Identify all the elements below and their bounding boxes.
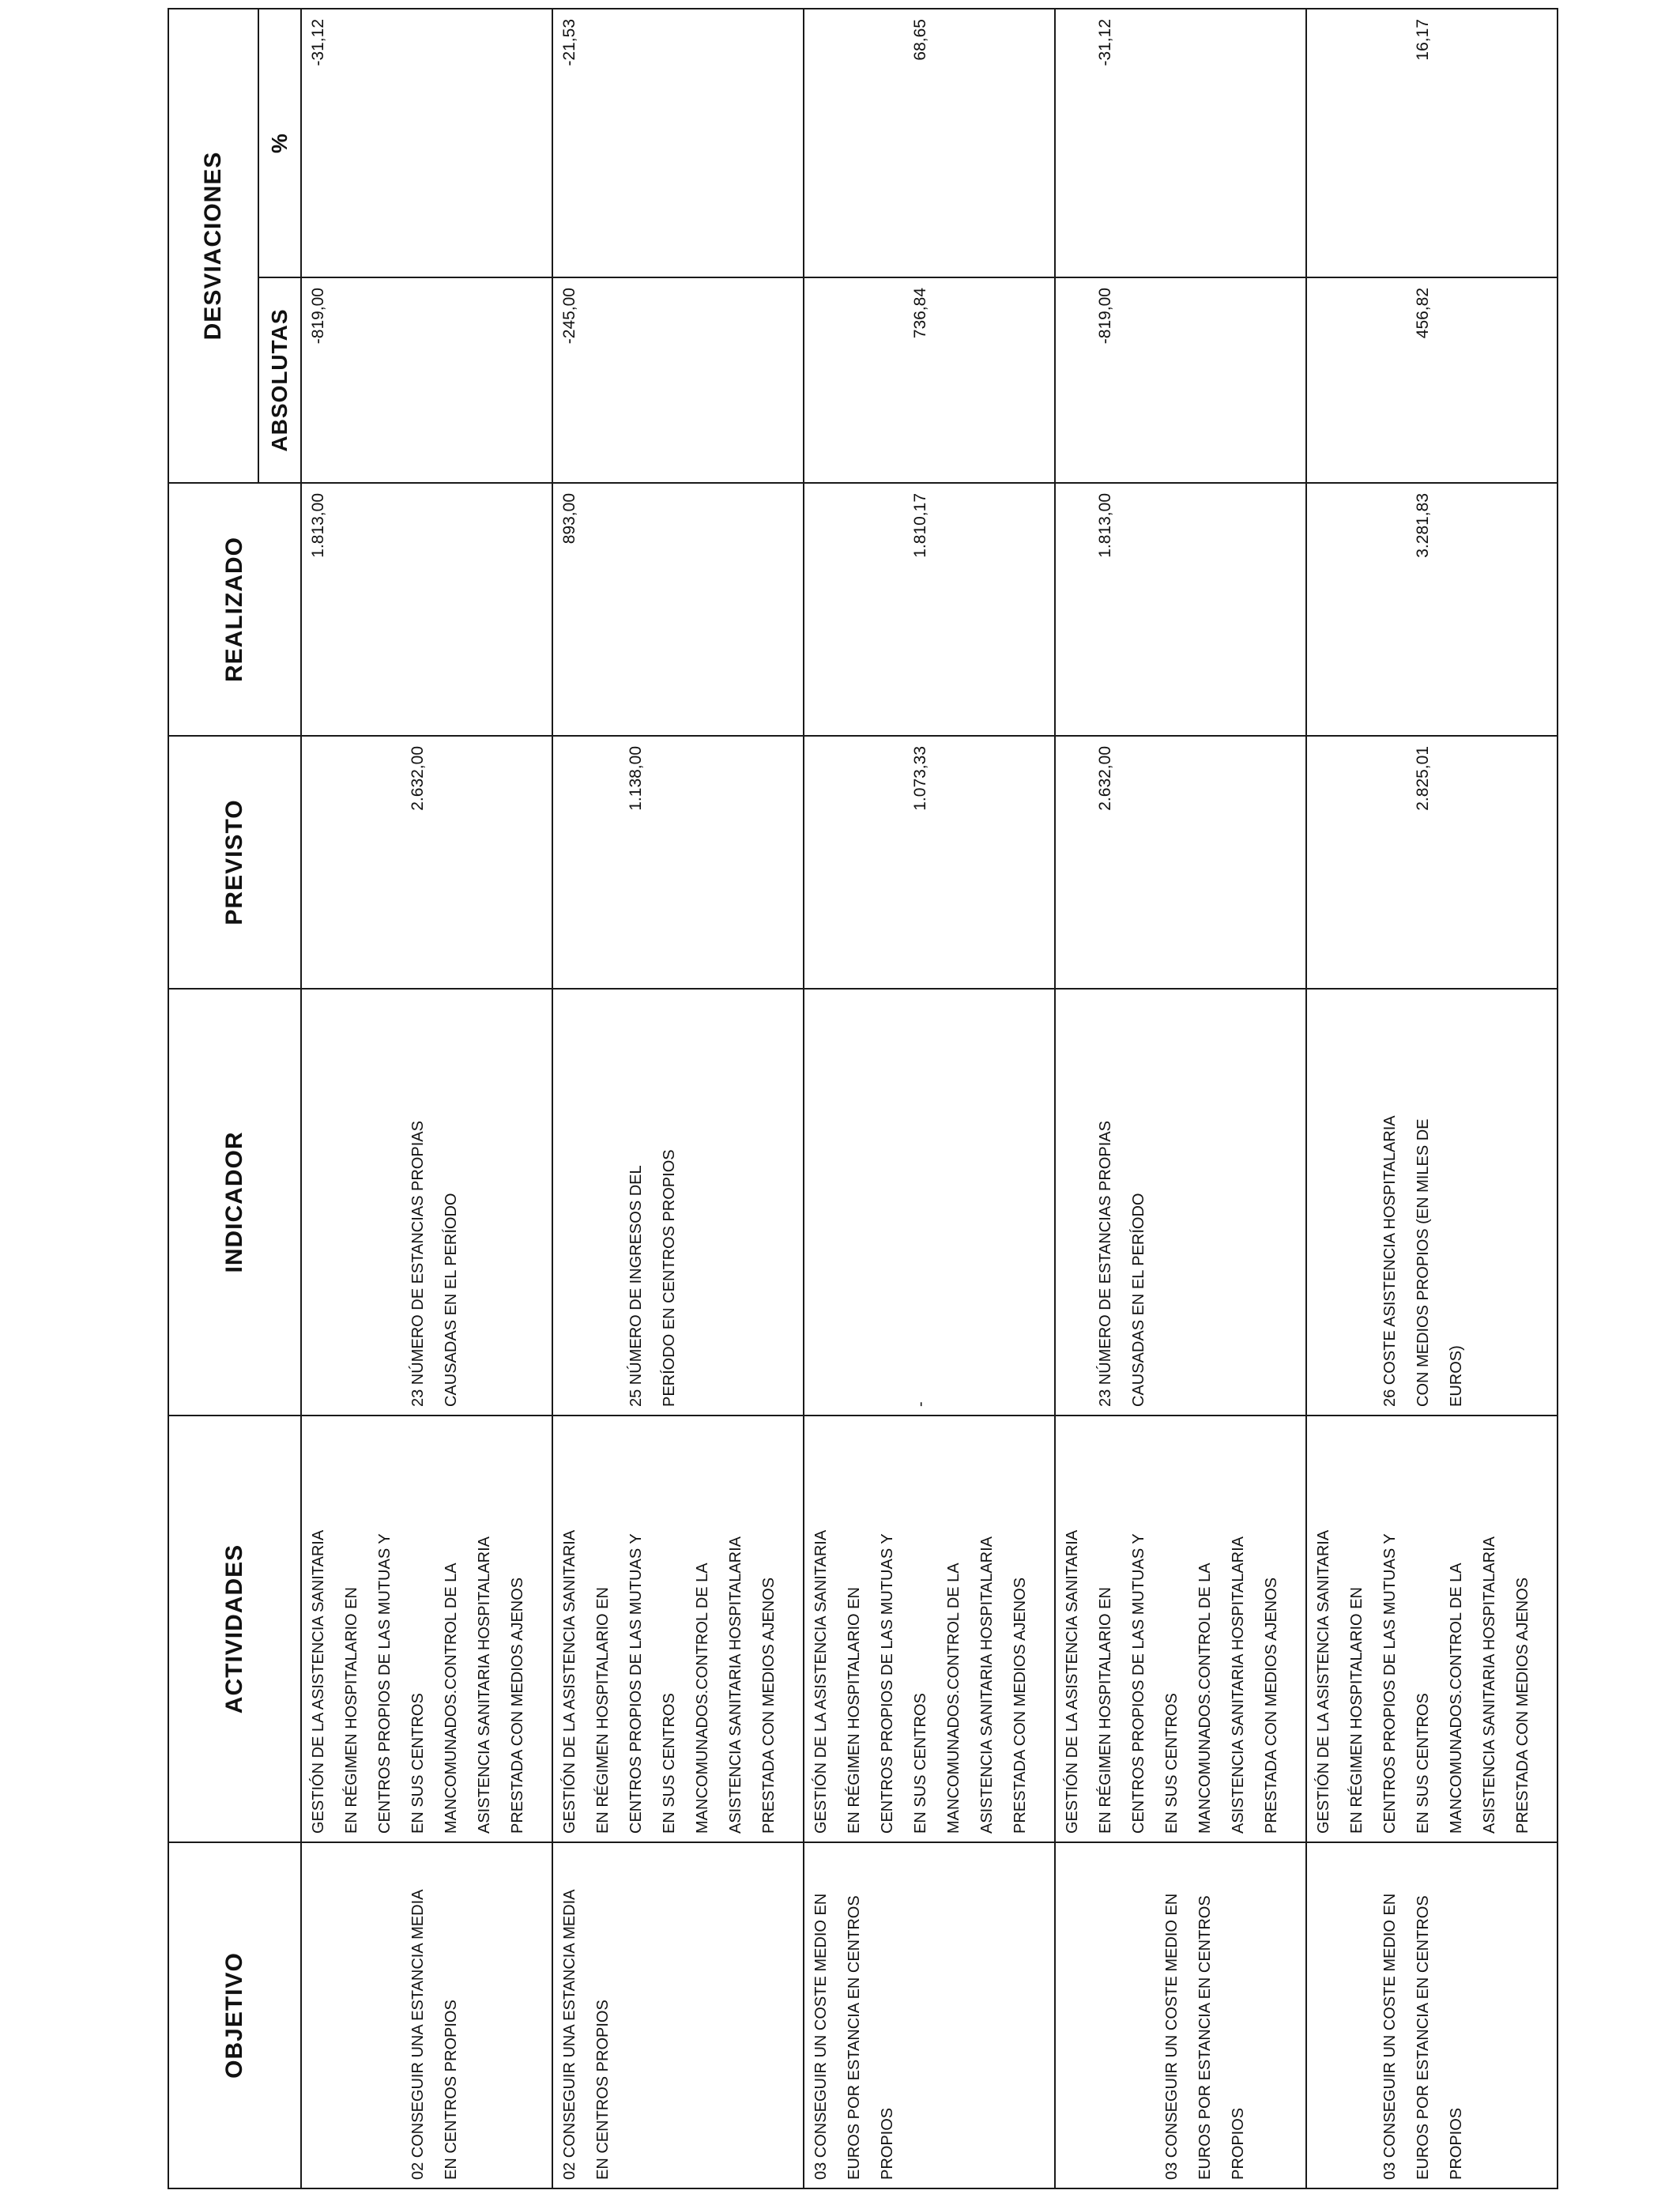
absolutas-value: -819,00 — [309, 288, 327, 345]
previsto-value: 1.073,33 — [911, 746, 929, 811]
indicador-text: 23 NÚMERO DE ESTANCIAS PROPIAS CAUSADAS EN EL PERÍODO — [409, 1121, 460, 1407]
cell-objetivo — [552, 1842, 804, 2188]
indicador-text: 25 NÚMERO DE INGRESOS DEL PERÍODO EN CENTROS PROPIOS — [627, 1149, 678, 1407]
cell-absolutas — [552, 277, 804, 483]
absolutas-value: -819,00 — [1096, 288, 1114, 345]
cell-objetivo — [301, 1842, 552, 2188]
previsto-value: 2.632,00 — [409, 746, 427, 811]
cell-absolutas — [1306, 277, 1558, 483]
cell-pct — [804, 9, 1055, 277]
cell-indicador — [1055, 989, 1306, 1416]
cell-pct — [1306, 9, 1558, 277]
objetivo-text: 03 CONSEGUIR UN COSTE MEDIO EN EUROS POR ESTANCIA EN CENTROS PROPIOS — [1381, 1893, 1465, 2180]
cell-indicador — [552, 989, 804, 1416]
cell-indicador — [804, 989, 1055, 1416]
table-row — [804, 9, 1055, 2188]
absolutas-value: 736,84 — [911, 288, 929, 339]
cell-objetivo — [1306, 1842, 1558, 2188]
actividades-text: GESTIÓN DE LA ASISTENCIA SANITARIA EN RÉGIMEN HOSPITALARIO EN CENTROS PROPIOS DE LAS MUTUAS Y EN SUS CENTROS MANCOMUNADOS.CONTROL DE LA ASISTENCIA SANITARIA HOSPITALARIA PRESTADA CON MEDIOS AJENOS — [812, 1529, 1029, 1834]
realizado-value: 1.810,17 — [911, 493, 929, 558]
realizado-value: 3.281,83 — [1414, 493, 1432, 558]
objetivo-text: 03 CONSEGUIR UN COSTE MEDIO EN EUROS POR ESTANCIA EN CENTROS PROPIOS — [1163, 1893, 1247, 2180]
table-row — [552, 9, 804, 2188]
cell-objetivo — [1055, 1842, 1306, 2188]
pct-value: 16,17 — [1414, 19, 1432, 61]
realizado-value: 1.813,00 — [309, 493, 327, 558]
cell-previsto — [804, 736, 1055, 989]
previsto-value: 2.632,00 — [1096, 746, 1114, 811]
cell-previsto — [552, 736, 804, 989]
cell-pct — [1055, 9, 1306, 277]
cell-realizado — [552, 483, 804, 736]
table-row — [1306, 9, 1558, 2188]
cell-pct — [552, 9, 804, 277]
realizado-value: 1.813,00 — [1096, 493, 1114, 558]
cell-absolutas — [1055, 277, 1306, 483]
cell-indicador — [301, 989, 552, 1416]
cell-realizado — [1306, 483, 1558, 736]
pct-value: -31,12 — [1096, 19, 1114, 66]
pct-value: -31,12 — [309, 19, 327, 66]
objetivo-text: 03 CONSEGUIR UN COSTE MEDIO EN EUROS POR ESTANCIA EN CENTROS PROPIOS — [812, 1893, 896, 2180]
cell-realizado — [1055, 483, 1306, 736]
previsto-value: 2.825,01 — [1414, 746, 1432, 811]
previsto-value: 1.138,00 — [627, 746, 645, 811]
actividades-text: GESTIÓN DE LA ASISTENCIA SANITARIA EN RÉGIMEN HOSPITALARIO EN CENTROS PROPIOS DE LAS MUTUAS Y EN SUS CENTROS MANCOMUNADOS.CONTROL DE LA ASISTENCIA SANITARIA HOSPITALARIA PRESTADA CON MEDIOS AJENOS — [1064, 1529, 1280, 1834]
pct-value: 68,65 — [911, 19, 929, 61]
header-objetivo: OBJETIVO — [168, 1842, 301, 2188]
rotated-table-container — [168, 9, 1531, 2189]
absolutas-value: 456,82 — [1414, 288, 1432, 339]
indicador-text: 23 NÚMERO DE ESTANCIAS PROPIAS CAUSADAS EN EL PERÍODO — [1097, 1121, 1147, 1407]
indicador-text: - — [912, 1401, 929, 1407]
cell-absolutas — [301, 277, 552, 483]
cell-previsto — [1055, 736, 1306, 989]
actividades-text: GESTIÓN DE LA ASISTENCIA SANITARIA EN RÉGIMEN HOSPITALARIO EN CENTROS PROPIOS DE LAS MUTUAS Y EN SUS CENTROS MANCOMUNADOS.CONTROL DE LA ASISTENCIA SANITARIA HOSPITALARIA PRESTADA CON MEDIOS AJENOS — [561, 1529, 778, 1834]
header-realizado: REALIZADO — [168, 483, 301, 736]
header-absolutas: ABSOLUTAS — [258, 277, 301, 483]
cell-actividades — [1055, 1416, 1306, 1842]
table-row — [301, 9, 552, 2188]
pct-value: -21,53 — [560, 19, 578, 66]
header-previsto: PREVISTO — [168, 736, 301, 989]
cell-realizado — [804, 483, 1055, 736]
objectives-table — [168, 8, 1558, 2189]
cell-actividades — [301, 1416, 552, 1842]
header-pct: % — [258, 9, 301, 277]
cell-actividades — [552, 1416, 804, 1842]
actividades-text: GESTIÓN DE LA ASISTENCIA SANITARIA EN RÉGIMEN HOSPITALARIO EN CENTROS PROPIOS DE LAS MUTUAS Y EN SUS CENTROS MANCOMUNADOS.CONTROL DE LA ASISTENCIA SANITARIA HOSPITALARIA PRESTADA CON MEDIOS AJENOS — [310, 1529, 526, 1834]
cell-realizado — [301, 483, 552, 736]
actividades-text: GESTIÓN DE LA ASISTENCIA SANITARIA EN RÉGIMEN HOSPITALARIO EN CENTROS PROPIOS DE LAS MUTUAS Y EN SUS CENTROS MANCOMUNADOS.CONTROL DE LA ASISTENCIA SANITARIA HOSPITALARIA PRESTADA CON MEDIOS AJENOS — [1315, 1529, 1531, 1834]
header-desviaciones: DESVIACIONES — [168, 9, 258, 483]
header-indicador: INDICADOR — [168, 989, 301, 1416]
objetivo-text: 02 CONSEGUIR UNA ESTANCIA MEDIA EN CENTROS PROPIOS — [409, 1889, 460, 2180]
cell-pct — [301, 9, 552, 277]
objetivo-text: 02 CONSEGUIR UNA ESTANCIA MEDIA EN CENTROS PROPIOS — [561, 1889, 612, 2180]
cell-objetivo — [804, 1842, 1055, 2188]
cell-actividades — [804, 1416, 1055, 1842]
header-actividades: ACTIVIDADES — [168, 1416, 301, 1842]
cell-previsto — [301, 736, 552, 989]
realizado-value: 893,00 — [560, 493, 578, 545]
cell-indicador — [1306, 989, 1558, 1416]
cell-absolutas — [804, 277, 1055, 483]
indicador-text: 26 COSTE ASISTENCIA HOSPITALARIA CON MEDIOS PROPIOS (EN MILES DE EUROS) — [1381, 1115, 1465, 1407]
absolutas-value: -245,00 — [560, 288, 578, 345]
cell-actividades — [1306, 1416, 1558, 1842]
cell-previsto — [1306, 736, 1558, 989]
table-row — [1055, 9, 1306, 2188]
